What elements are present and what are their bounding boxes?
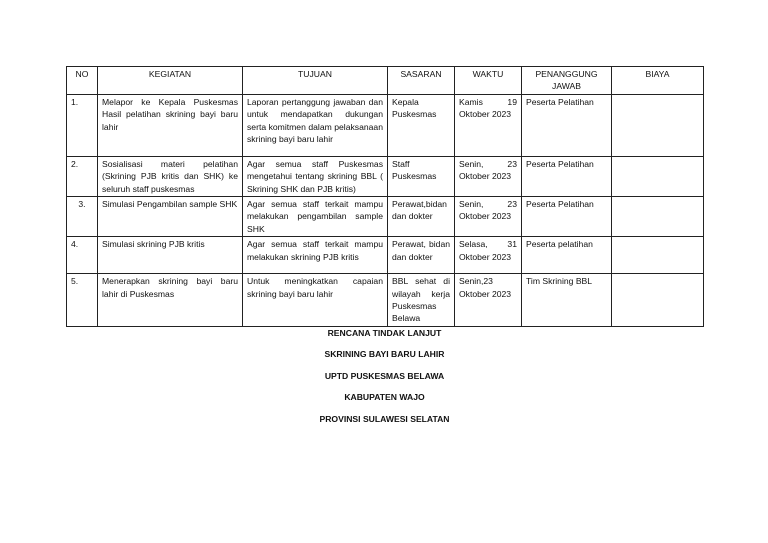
cell-biaya bbox=[612, 274, 704, 327]
header-sasaran: SASARAN bbox=[388, 67, 455, 95]
cell-no: 4. bbox=[67, 237, 98, 274]
header-biaya: BIAYA bbox=[612, 67, 704, 95]
cell-tujuan: Untuk meningkatkan capaian skrining bayi baru lahir bbox=[243, 274, 388, 327]
cell-penanggung-jawab: Peserta Pelatihan bbox=[522, 94, 612, 156]
cell-sasaran: Kepala Puskesmas bbox=[388, 94, 455, 156]
cell-kegiatan: Melapor ke Kepala Puskesmas Hasil pelatihan skrining bayi baru lahir bbox=[98, 94, 243, 156]
cell-no: 1. bbox=[67, 94, 98, 156]
cell-penanggung-jawab: Tim Skrining BBL bbox=[522, 274, 612, 327]
cell-kegiatan: Simulasi skrining PJB kritis bbox=[98, 237, 243, 274]
cell-sasaran: Perawat, bidan dan dokter bbox=[388, 237, 455, 274]
cell-penanggung-jawab: Peserta Pelatihan bbox=[522, 156, 612, 196]
action-plan-table bbox=[66, 66, 704, 327]
cell-waktu: Kamis 19 Oktober 2023 bbox=[455, 94, 522, 156]
cell-tujuan: Agar semua staff terkait mampu melakukan pengambilan sample SHK bbox=[243, 197, 388, 237]
title-kabupaten: KABUPATEN WAJO bbox=[344, 392, 425, 403]
cell-biaya bbox=[612, 156, 704, 196]
document-titles bbox=[66, 327, 703, 435]
cell-kegiatan: Sosialisasi materi pelatihan (Skrining PJB kritis dan SHK) ke seluruh staff puskesmas bbox=[98, 156, 243, 196]
cell-no: 2. bbox=[67, 156, 98, 196]
table-row bbox=[67, 197, 704, 237]
cell-biaya bbox=[612, 237, 704, 274]
title-rencana-tindak-lanjut: RENCANA TINDAK LANJUT bbox=[327, 327, 442, 338]
document-page bbox=[66, 66, 703, 434]
cell-tujuan: Agar semua staff Puskesmas mengetahui tentang skrining BBL ( Skrining SHK dan PJB kritis) bbox=[243, 156, 388, 196]
cell-sasaran: Perawat,bidan dan dokter bbox=[388, 197, 455, 237]
title-uptd-puskesmas: UPTD PUSKESMAS BELAWA bbox=[324, 370, 445, 381]
table-header-row bbox=[67, 67, 704, 95]
cell-tujuan: Agar semua staff terkait mampu melakukan skrining PJB kritis bbox=[243, 237, 388, 274]
cell-penanggung-jawab: Peserta pelatihan bbox=[522, 237, 612, 274]
cell-no: 3. bbox=[67, 197, 98, 237]
title-skrining: SKRINING BAYI BARU LAHIR bbox=[324, 349, 445, 360]
table-row bbox=[67, 94, 704, 156]
cell-waktu: Senin,23 Oktober 2023 bbox=[455, 274, 522, 327]
cell-sasaran: BBL sehat di wilayah kerja Puskesmas Belawa bbox=[388, 274, 455, 327]
header-tujuan: TUJUAN bbox=[243, 67, 388, 95]
header-penanggung-jawab: PENANGGUNG JAWAB bbox=[522, 67, 612, 95]
table-row bbox=[67, 156, 704, 196]
table-row bbox=[67, 237, 704, 274]
cell-kegiatan: Simulasi Pengambilan sample SHK bbox=[98, 197, 243, 237]
cell-no: 5. bbox=[67, 274, 98, 327]
cell-sasaran: Staff Puskesmas bbox=[388, 156, 455, 196]
table-row bbox=[67, 274, 704, 327]
cell-kegiatan: Menerapkan skrining bayi baru lahir di Puskesmas bbox=[98, 274, 243, 327]
header-waktu: WAKTU bbox=[455, 67, 522, 95]
title-provinsi: PROVINSI SULAWESI SELATAN bbox=[319, 413, 450, 424]
cell-waktu: Selasa, 31 Oktober 2023 bbox=[455, 237, 522, 274]
cell-biaya bbox=[612, 197, 704, 237]
cell-waktu: Senin, 23 Oktober 2023 bbox=[455, 197, 522, 237]
cell-penanggung-jawab: Peserta Pelatihan bbox=[522, 197, 612, 237]
header-no: NO bbox=[67, 67, 98, 95]
header-kegiatan: KEGIATAN bbox=[98, 67, 243, 95]
cell-biaya bbox=[612, 94, 704, 156]
cell-tujuan: Laporan pertanggung jawaban dan untuk mendapatkan dukungan serta komitmen dalam pelaksanaan skrining bayi baru lahir bbox=[243, 94, 388, 156]
cell-waktu: Senin, 23 Oktober 2023 bbox=[455, 156, 522, 196]
